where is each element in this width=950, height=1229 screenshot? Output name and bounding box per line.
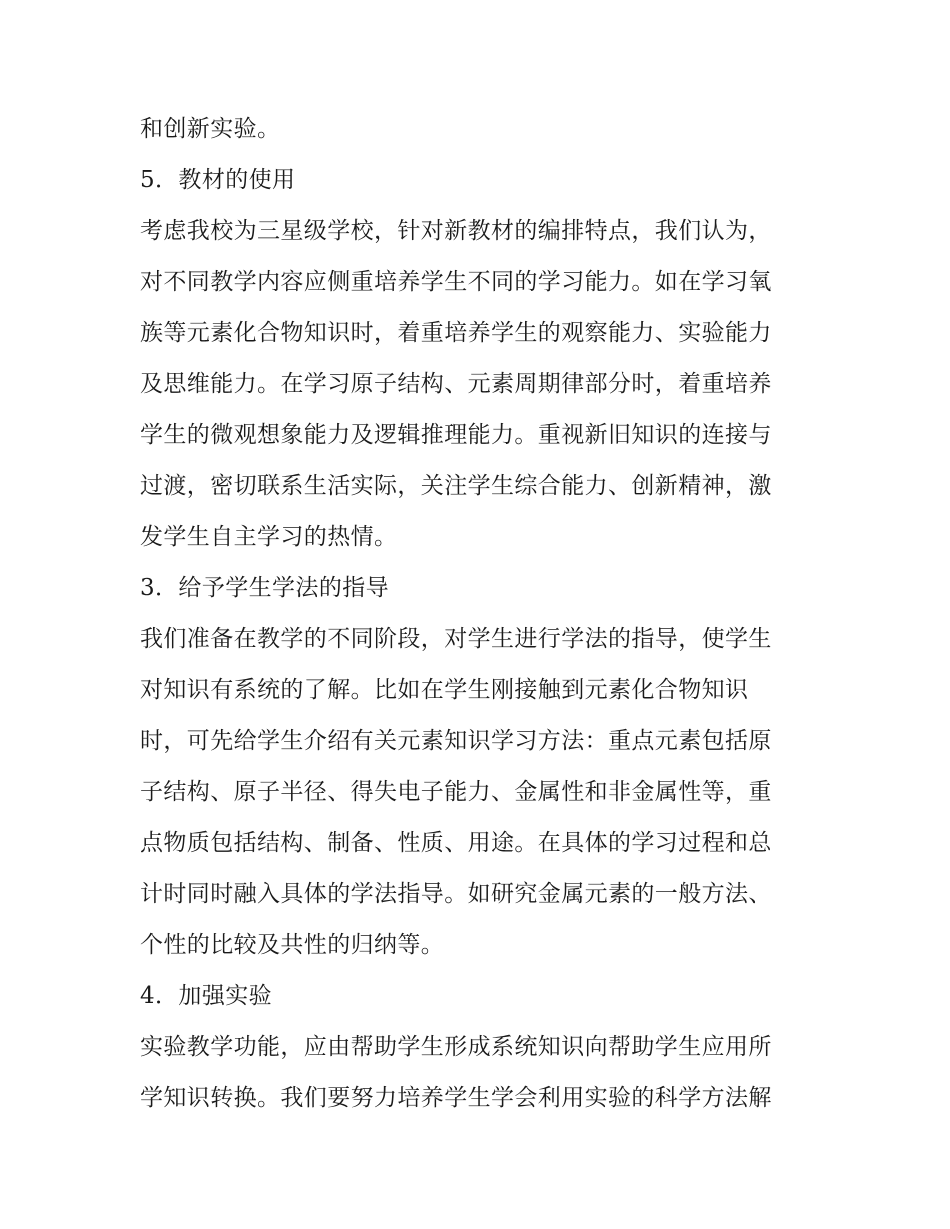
body-line: 及思维能力。在学习原子结构、元素周期律部分时，着重培养	[140, 371, 772, 397]
body-line: 个性的比较及共性的归纳等。	[140, 932, 445, 958]
body-line: 学生的微观想象能力及逻辑推理能力。重视新旧知识的连接与	[140, 422, 772, 448]
document-body	[140, 106, 820, 1126]
body-line: 学知识转换。我们要努力培养学生学会利用实验的科学方法解	[140, 1085, 772, 1111]
body-line: 我们准备在教学的不同阶段，对学生进行学法的指导，使学生	[140, 626, 772, 652]
body-line: 时，可先给学生介绍有关元素知识学习方法：重点元素包括原	[140, 728, 772, 754]
body-line: 子结构、原子半径、得失电子能力、金属性和非金属性等，重	[140, 779, 772, 805]
section-heading: 5．教材的使用	[140, 167, 296, 193]
body-line: 对知识有系统的了解。比如在学生刚接触到元素化合物知识	[140, 677, 749, 703]
section-heading: 4．加强实验	[140, 983, 273, 1009]
body-line: 过渡，密切联系生活实际，关注学生综合能力、创新精神，激	[140, 473, 772, 499]
body-line: 计时同时融入具体的学法指导。如研究金属元素的一般方法、	[140, 881, 772, 907]
body-line: 考虑我校为三星级学校，针对新教材的编排特点，我们认为，	[140, 218, 772, 244]
body-line: 和创新实验。	[140, 116, 281, 142]
body-line: 族等元素化合物知识时，着重培养学生的观察能力、实验能力	[140, 320, 772, 346]
body-line: 对不同教学内容应侧重培养学生不同的学习能力。如在学习氧	[140, 269, 772, 295]
body-line: 点物质包括结构、制备、性质、用途。在具体的学习过程和总	[140, 830, 772, 856]
body-line: 实验教学功能，应由帮助学生形成系统知识向帮助学生应用所	[140, 1034, 772, 1060]
body-line: 发学生自主学习的热情。	[140, 524, 398, 550]
section-heading: 3．给予学生学法的指导	[140, 575, 390, 601]
